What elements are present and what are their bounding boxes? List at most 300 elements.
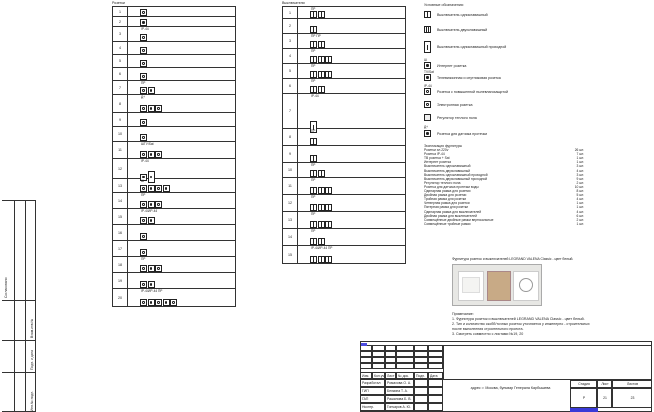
table-row [113,7,235,17]
row-number: 5 [283,64,298,78]
socket-symbol [140,249,147,256]
socket-contact-icon [150,283,152,285]
socket-contact-icon [142,36,144,38]
row-label: IP-44 [141,27,149,31]
spec-qty: 26 шт. [574,148,584,153]
sheets-value: 23 [612,388,652,408]
socket-box [140,34,147,41]
stamp-name: Рашилова Б. В. [385,395,414,403]
spec-qty: 1 шт. [576,160,584,165]
row-number: 3 [113,27,128,41]
switch-key-icon [313,171,314,176]
socket-contact-icon [142,136,144,138]
switch-symbol [310,86,325,93]
table-row [283,212,405,229]
row-label: ПР [311,178,316,182]
stamp-name: Гончаров А. Ю. [385,403,414,411]
socket-box [155,265,162,272]
row-label: ПР [141,257,146,261]
note-line: после выполнения строительного проекта. [452,327,524,331]
stamp-signature [414,403,428,411]
socket-contact-icon [172,301,174,303]
stamp-signature [414,395,428,403]
table-row [113,209,235,225]
socket-contact-icon [142,89,144,91]
spec-name: ТВ розетка + Sat [424,156,450,161]
socket-box [155,185,162,192]
row-number: 8 [283,129,298,145]
side-label: Подп. и дата [30,350,34,370]
table-row [283,229,405,246]
table-row [113,127,235,142]
table-row [113,68,235,81]
socket-contact-icon [142,203,144,205]
specification-title: Экспликация фурнитуры [424,144,462,148]
switches-header: Выключатели [282,1,305,5]
stamp-role: Нконтр. [360,403,385,411]
stamp-date [428,403,443,411]
switch-key-icon [328,188,329,193]
ip44-socket-symbol [424,88,431,95]
legend-item-2 [424,41,506,53]
spec-qty: 7 шт. [576,152,584,157]
furniture-photo [452,264,542,306]
row-number: 14 [283,229,298,245]
row-label: ПР [311,49,316,53]
table-row [283,195,405,212]
switch-box [318,56,325,63]
socket-box [140,185,147,192]
switch-key-icon [321,57,322,62]
socket-box [148,151,155,158]
socket-contact-icon [150,187,152,189]
spec-qty: 6 шт. [576,213,584,218]
switch-key-icon [313,42,314,47]
spec-name: Розетка для датчика протечки воды [424,184,479,189]
socket-contact-icon [142,251,144,253]
socket-box [140,105,147,112]
socket-box [148,201,155,208]
legend-small-label: IP-44 [424,84,432,88]
switch-symbol [310,56,332,63]
spec-name: Выключатель двухклавишный проходной [424,176,488,181]
row-number: 8 [113,95,128,112]
switch-key-icon [313,205,314,210]
tv-socket-symbol [424,74,431,81]
switch-box [310,187,317,194]
switch-key-icon [321,72,322,77]
socket-symbol [140,265,162,272]
socket-symbol [140,299,177,306]
switch-box [310,138,317,145]
table-row [113,113,235,127]
spec-qty: 1 шт. [576,221,584,226]
spec-name: Интернет розетка [424,160,451,165]
table-row [283,34,405,49]
spec-name: Совмещённые двойные рамки вертикальные [424,217,494,222]
spec-name: Выключатель одноклавишный проходной [424,172,488,177]
stamp-role: Разработал [360,379,385,387]
stamp-name: Ромахова О. А. [385,379,414,387]
note-line: 1. Фурнитура розеток и выключателей LEGRAND VALENA Classic - цвет белый. [452,317,585,321]
socket-box [148,87,155,94]
spec-name: Тройная рамка для розетки [424,197,467,202]
stamp-cell [360,363,372,369]
switch-box [310,41,317,48]
table-row [113,241,235,257]
switch-key-icon [313,57,314,62]
floor-heating-regulator-symbol [424,114,431,121]
socket-symbol [140,60,147,67]
spec-qty: 4 шт. [576,197,584,202]
row-number: 4 [283,49,298,63]
switch-box [325,187,332,194]
socket-box [140,281,147,288]
table-row [283,163,405,178]
spec-name: Двойная рамка для выключателей [424,213,477,218]
socket-symbol [140,185,170,192]
switch-box [318,238,325,245]
stamp-role: ГИП [360,387,385,395]
single-switch-symbol [424,11,431,18]
legend-item-4 [424,74,501,81]
stage-value: Р [570,388,597,408]
table-row [113,27,235,42]
socket-contact-icon [150,153,152,155]
side-label: Инв.№ подл. [30,390,34,411]
legend-label: Выключатель одноклавишный [437,12,488,17]
table-row [283,94,405,129]
row-label: IP-44 [311,94,319,98]
switch-symbol [310,138,317,145]
spec-qty: 1 шт. [576,156,584,161]
project-address: адрес: г. Москва, бульвар Генерала Карбышева [470,386,551,390]
switch-key-icon [313,27,314,32]
row-label: ПР [141,81,146,85]
switch-key-icon [328,222,329,227]
socket-contact-icon [157,203,159,205]
row-number: 6 [283,79,298,93]
switch-symbol [310,11,325,18]
socket-box [140,233,147,240]
switch-box [310,256,317,263]
switch-key-icon [313,156,314,161]
socket-box [148,299,155,306]
switch-key-icon [321,12,322,17]
legend-item-1 [424,26,487,33]
socket-box [163,299,170,306]
spec-qty: 2 шт. [576,180,584,185]
stamp-header-cell: Дата [428,372,443,379]
switch-box [325,56,332,63]
switch-box [318,187,325,194]
socket-box [148,105,155,112]
socket-contact-icon [142,11,144,13]
switch-key-icon [313,12,314,17]
row-number: 16 [113,225,128,240]
switch-key-icon [313,87,314,92]
row-number: 2 [113,17,128,26]
legend-label: Регулятор теплого пола [437,115,477,120]
switch-key-icon [328,205,329,210]
row-number: 11 [113,142,128,158]
legend-label: Выключатель одноклавишный проходной [437,45,507,49]
socket-contact-icon [165,301,167,303]
side-label: Согласовано: [4,276,8,298]
socket-contact-icon [142,121,144,123]
stamp-signature [414,379,428,387]
row-number: 6 [113,68,128,80]
switch-box [310,204,317,211]
switch-box [310,71,317,78]
socket-box [140,249,147,256]
company-logo [570,408,598,412]
switch-box [310,86,317,93]
socket-symbol [140,233,147,240]
legend-label: Розетка для датчика протечки [437,131,488,136]
table-row [113,17,235,27]
socket-symbol [140,151,162,158]
furniture-caption: Фурнитура розеток и выключателей LEGRAND VALENA Classic - цвет белый. [452,257,574,261]
switch-key-icon [328,57,329,62]
row-number: 9 [113,113,128,126]
table-row [113,273,235,289]
row-label: ПР [311,129,316,133]
socket-contact-icon [150,267,152,269]
stamp-header-cell: Лист [387,373,395,378]
switch-box [318,221,325,228]
switch-symbol [310,204,332,211]
socket-box [140,119,147,126]
switch-box [310,170,317,177]
socket-contact-icon [142,21,144,23]
sheets-label: Листов [612,380,652,388]
socket-box [140,9,147,16]
switch-box [310,221,317,228]
switch-symbol [310,41,325,48]
spec-qty: 10 шт. [574,184,584,189]
row-number: 9 [283,146,298,162]
note-line: 2. Тип и количество скобб/точных розеток уточняется у инженерно - строительных [452,322,590,326]
specification [424,144,584,226]
socket-contact-icon [165,187,167,189]
socket-box [140,217,147,224]
socket-box [140,19,147,26]
legend-item-3 [424,62,466,69]
table-row [113,257,235,273]
side-strip [2,200,36,412]
socket-contact-icon [142,219,144,221]
sheet-label: Лист [597,380,612,388]
socket-contact-icon [150,107,152,109]
socket-contact-icon [142,107,144,109]
socket-box [140,299,147,306]
socket-contact-icon [142,235,144,237]
socket-contact-icon [150,301,152,303]
note-line: 3. Смотреть совместно с листами №19, 20 [452,332,524,336]
row-label: Ш [141,179,144,183]
socket-box [155,151,162,158]
row-label: IP-44/IP-44 ПР [311,246,333,250]
switch-key-icon [321,205,322,210]
row-label: ПР [311,229,316,233]
switch-key-icon [313,239,314,244]
switch-symbol [310,221,332,228]
socket-symbol [424,101,431,108]
row-number: 5 [113,55,128,67]
row-number: 14 [113,193,128,208]
stamp-header-cell: Изм. [360,372,372,379]
table-row [113,159,235,179]
switch-symbol [310,155,317,162]
notes-title: Примечание: [452,312,474,316]
socket-contact-icon [150,176,152,178]
socket-symbol [140,281,155,288]
table-row [283,146,405,163]
stamp-header-cell: № док. [396,372,414,379]
row-label: ШТУ/Sat [141,142,154,146]
socket-box [140,201,147,208]
row-number: 13 [283,212,298,228]
row-label: IP-44/IP-44 ПР [141,289,163,293]
legend-label: Интернет розетка [437,63,467,68]
switch-key-icon [321,239,322,244]
legend-title: Условные обозначения: [424,3,464,7]
socket-symbol [140,87,155,94]
switch-key-icon [321,188,322,193]
switch-key-icon [313,72,314,77]
table-row [113,193,235,209]
socket-box [140,87,147,94]
socket-box [170,299,177,306]
socket-box [148,185,155,192]
switch-box [325,71,332,78]
stamp-date [428,379,443,387]
row-label: Д+ [141,95,146,99]
row-label: ПР [311,163,316,167]
spec-qty: 3 шт. [576,172,584,177]
switch-symbol [310,256,332,263]
socket-box [155,105,162,112]
socket-symbol [140,9,147,16]
stamp-cell [396,363,414,369]
socket-contact-icon [142,153,144,155]
spec-name: Выключатель одноклавишный [424,164,471,169]
row-number: 15 [283,246,298,263]
stamp-header-cell: Кол.уч [374,373,385,378]
spec-name: Пятерная рамка для розетки [424,205,469,210]
socket-contact-icon [157,153,159,155]
legend-small-label: TV/Sat [424,70,434,74]
socket-symbol [140,134,147,141]
socket-box [163,185,170,192]
legend-small-label: Д+ [424,125,429,129]
socket-contact-icon [142,283,144,285]
table-row [283,79,405,94]
table-row [113,95,235,113]
socket-symbol [140,73,147,80]
switch-box [318,256,325,263]
row-number: 10 [283,163,298,177]
switch-box [318,170,325,177]
legend-item-5 [424,88,508,95]
switch-key-icon [321,42,322,47]
socket-box [140,151,147,158]
table-row [283,7,405,19]
row-number: 1 [283,7,298,18]
stamp-name: Белкина Т. А. [385,387,414,395]
spec-name: Выключатель двухклавишный [424,168,471,173]
row-label: ПР [311,7,316,11]
stamp-accent [361,343,367,346]
switch-symbol [310,187,332,194]
switch-key-icon [321,257,322,262]
spec-name: Розетки эл.220v [424,148,449,153]
socket-contact-icon [150,203,152,205]
row-number: 15 [113,209,128,224]
socket-box [140,265,147,272]
socket-contact-icon [142,176,144,178]
legend-label: Телевизионная и спутниковая розетка [437,75,501,80]
switch-box [325,204,332,211]
socket-box [155,299,162,306]
socket-contact-icon [157,301,159,303]
socket-contact-icon [142,62,144,64]
stamp-signature [414,387,428,395]
switch-symbol [310,170,325,177]
switch-box [318,86,325,93]
row-label: ПР [311,79,316,83]
switch-symbol [310,26,317,33]
spec-qty: 2 шт. [576,217,584,222]
socket-contact-icon [150,219,152,221]
stage-label: Стадия [570,380,597,388]
spec-row [424,222,584,226]
table-row [283,64,405,79]
legend-item-7 [424,114,477,121]
sockets-header: Розетки [112,1,125,5]
row-label: ПР [311,195,316,199]
socket-symbol [140,201,162,208]
spec-name: Одинарная рамка для выключателей [424,209,482,214]
table-row [113,55,235,68]
table-row [113,142,235,159]
sheet-value: 21 [597,388,612,408]
row-number: 4 [113,42,128,54]
stamp-project-cell [443,345,652,380]
table-row [113,225,235,241]
legend-item-0 [424,11,488,18]
socket-symbol [140,217,155,224]
table-row [283,246,405,264]
row-number: 11 [283,178,298,194]
socket-symbol [140,19,147,26]
row-number: 17 [113,241,128,256]
spec-name: Четверная рамка для розетки [424,201,470,206]
socket-contact-icon [142,301,144,303]
spec-qty: 9 шт. [576,176,584,181]
stamp-date [428,387,443,395]
switch-key-icon [313,139,314,144]
table-row [283,19,405,34]
socket-symbol [140,105,162,112]
stamp-date [428,395,443,403]
row-number: 1 [113,7,128,16]
socket-contact-icon [142,267,144,269]
spec-name: Розетка IP-44 [424,152,445,157]
socket-box [140,134,147,141]
table-row [113,289,235,307]
